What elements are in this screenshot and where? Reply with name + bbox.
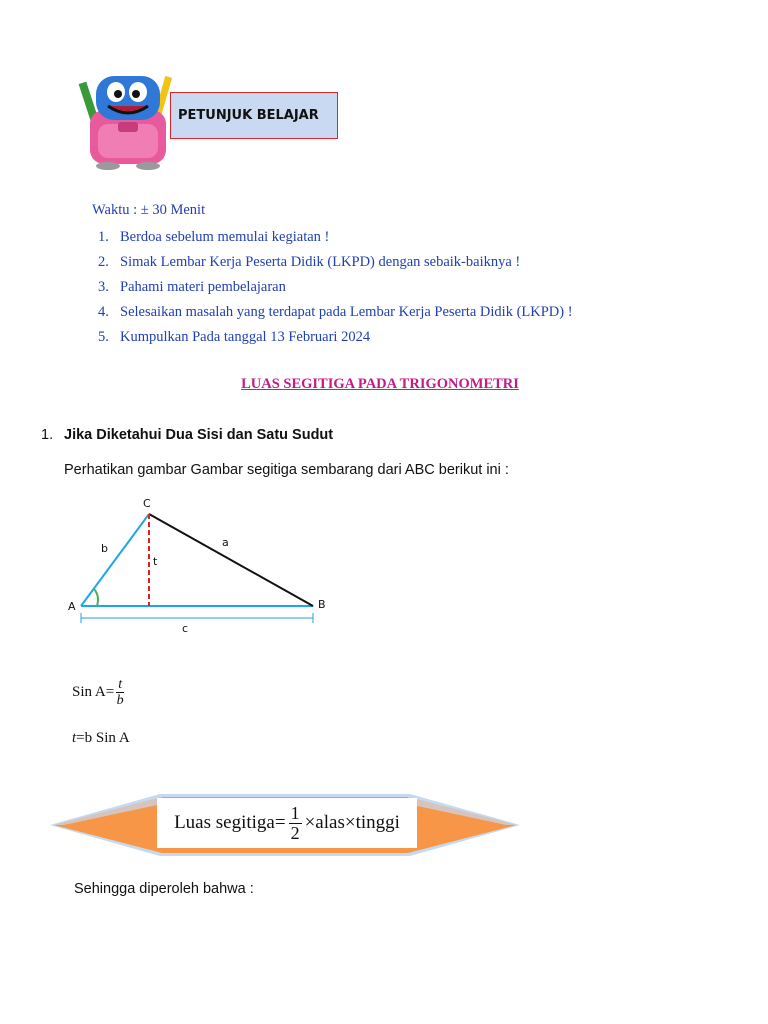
instruction-item [98, 228, 698, 253]
instruction-list [98, 228, 698, 353]
sine-formula-lhs: Sin A [72, 683, 106, 700]
instruction-text: Selesaikan masalah yang terdapat pada Lembar Kerja Peserta Didik (LKPD) ! [120, 304, 573, 320]
sine-fraction-numerator: t [118, 676, 123, 692]
sine-formula [72, 672, 124, 712]
side-b-label: b [101, 542, 108, 555]
area-formula [157, 798, 417, 848]
conclusion-text: Sehingga diperoleh bahwa : [74, 881, 254, 897]
page-header-title: PETUNJUK BELAJAR [170, 92, 338, 139]
instruction-text: Pahami materi pembelajaran [120, 279, 286, 295]
sine-fraction-denominator: b [116, 692, 124, 708]
instruction-number: 3. [98, 279, 109, 295]
instruction-number: 1. [98, 229, 109, 245]
instruction-text: Simak Lembar Kerja Peserta Didik (LKPD) dengan sebaik-baiknya ! [120, 254, 521, 270]
instruction-text: Berdoa sebelum memulai kegiatan ! [120, 229, 330, 245]
half-numerator: 1 [290, 802, 300, 823]
instruction-text: Kumpulkan Pada tanggal 13 Februari 2024 [120, 329, 371, 345]
angle-a-arc [94, 589, 98, 606]
instruction-item [98, 328, 698, 353]
instruction-item [98, 278, 698, 303]
vertex-a-label: A [68, 600, 76, 613]
area-formula-lhs: Luas segitiga [174, 812, 275, 833]
problem-number: 1. [41, 427, 54, 443]
instruction-item [98, 303, 698, 328]
instruction-number: 5. [98, 329, 109, 345]
half-denominator: 2 [290, 822, 300, 843]
side-a-label: a [222, 536, 229, 549]
vertex-b-label: B [318, 598, 326, 611]
side-a-line [149, 514, 313, 606]
instruction-item [98, 253, 698, 278]
instruction-number: 2. [98, 254, 109, 270]
side-c-label: c [182, 622, 189, 635]
problem-heading [41, 427, 333, 443]
height-label: t [153, 555, 158, 568]
section-title: LUAS SEGITIGA PADA TRIGONOMETRI [241, 376, 519, 392]
school-bag-mascot-icon [78, 70, 178, 170]
area-height-term: tinggi [355, 812, 400, 833]
time-allocation: Waktu : ± 30 Menit [92, 202, 206, 218]
height-formula [72, 730, 130, 747]
instruction-number: 4. [98, 304, 109, 320]
side-b-line [81, 514, 149, 606]
half-fraction [289, 804, 302, 843]
vertex-c-label: C [143, 497, 151, 510]
triangle-figure [64, 492, 344, 647]
equals-sign: = [105, 683, 115, 700]
problem-title: Jika Diketahui Dua Sisi dan Satu Sudut [64, 427, 334, 443]
problem-intro: Perhatikan gambar Gambar segitiga sembarang dari ABC berikut ini : [64, 462, 509, 478]
height-formula-rhs: b Sin A [84, 730, 130, 746]
equals-sign: = [76, 730, 85, 746]
times-sign: × [344, 812, 356, 833]
height-formula-lhs: t [72, 730, 77, 746]
times-sign: × [304, 812, 316, 833]
area-base-term: alas [315, 812, 345, 833]
sine-fraction [116, 677, 124, 708]
equals-sign: = [274, 812, 286, 833]
